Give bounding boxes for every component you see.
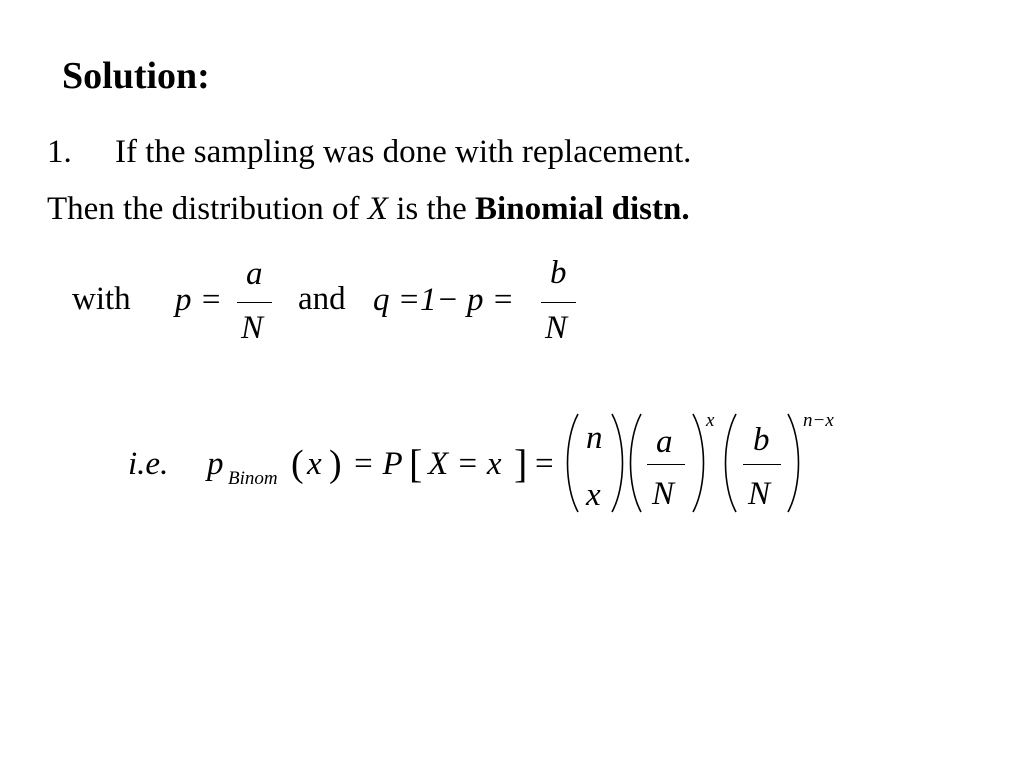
frac1-numerator: a bbox=[656, 424, 673, 460]
frac1-denominator: N bbox=[652, 476, 675, 512]
arg-close-paren: ) bbox=[329, 443, 342, 485]
frac2-numerator: b bbox=[753, 422, 770, 458]
binom-top-n: n bbox=[586, 420, 603, 456]
distribution-line bbox=[47, 191, 690, 228]
p-symbol: p bbox=[207, 446, 224, 482]
line2-middle: is the bbox=[387, 191, 476, 227]
p-definition: p = bbox=[175, 282, 223, 318]
binom-bottom-x: x bbox=[586, 477, 601, 513]
exponent-x: x bbox=[706, 410, 715, 431]
arg-x: x bbox=[307, 446, 322, 482]
p-denominator: N bbox=[241, 310, 264, 346]
slide-title: Solution: bbox=[62, 55, 210, 97]
bracket-close: ] bbox=[514, 441, 528, 486]
bracket-open: [ bbox=[409, 441, 423, 486]
line2-prefix: Then the distribution of bbox=[47, 191, 368, 227]
q-fraction-bar bbox=[541, 302, 576, 303]
q-numerator: b bbox=[550, 255, 567, 291]
frac1-bar bbox=[647, 464, 685, 465]
p-subscript: Binom bbox=[228, 468, 278, 489]
equals-P: = P bbox=[352, 446, 403, 482]
frac2-bar bbox=[743, 464, 781, 465]
frac2-denominator: N bbox=[748, 476, 771, 512]
ie-label: i.e. bbox=[128, 446, 169, 482]
item-line bbox=[47, 134, 691, 171]
distribution-name: Binomial distn. bbox=[475, 191, 690, 227]
item-text: If the sampling was done with replacement. bbox=[115, 134, 692, 170]
q-definition: q =1− p = bbox=[373, 282, 515, 318]
and-label: and bbox=[298, 281, 346, 317]
arg-open-paren: ( bbox=[291, 443, 304, 485]
with-label: with bbox=[72, 281, 131, 317]
q-denominator: N bbox=[545, 310, 568, 346]
item-number: 1. bbox=[47, 134, 72, 170]
random-variable: X bbox=[367, 191, 388, 227]
event-x-equals: X = x bbox=[428, 446, 502, 482]
exponent-n-minus-x: n−x bbox=[803, 410, 834, 431]
p-fraction-bar bbox=[237, 302, 272, 303]
p-numerator: a bbox=[246, 256, 263, 292]
equals-sign: = bbox=[535, 446, 554, 482]
